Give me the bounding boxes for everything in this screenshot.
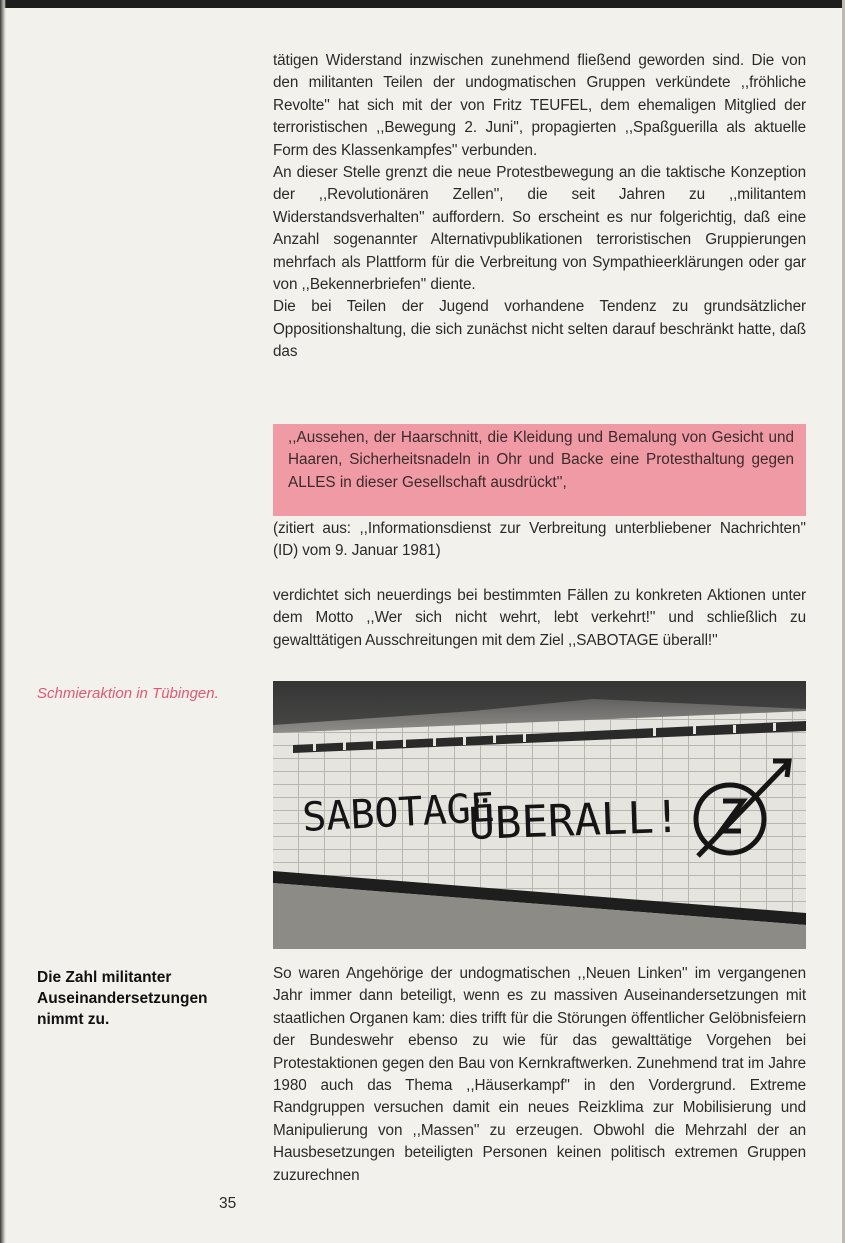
figure-caption: Schmieraktion in Tübingen. [37, 685, 219, 702]
sidebar-heading: Die Zahl militanter Auseinandersetzungen nimmt zu. [37, 969, 208, 1028]
top-rule [0, 0, 845, 8]
graffiti-word-left: SABOTAGE [301, 784, 496, 841]
page-number: 35 [219, 1195, 237, 1212]
graffiti-photo [273, 681, 806, 949]
paragraph: tätigen Widerstand inzwischen zunehmend fließend geworden sind. Die von den militanten Teilen der undogmatischen Gruppen verkündete ,,fröhliche Revolte'' hat sich mit der von Fritz TEUFEL, dem ehemaligen Mitglied der terroristischen ,,Bewegung 2. Juni'', propagierten ,,Spaßguerilla als aktuelle Form des Klassenkampfes'' verbunden. [273, 52, 806, 159]
page-edge-shadow [0, 0, 6, 1243]
body-text-bottom: So waren Angehörige der undogmatischen ,,Neuen Linken'' im vergangenen Jahr immer dann beteiligt, wenn es zu massiven Auseinandersetzungen mit staatlichen Organen kam: dies trifft für die Störungen öffentlicher Gelöbnisfeiern der Bundeswehr ebenso zu wie für das gewalttätige Vorgehen bei Protestaktionen gegen den Bau von Kernkraftwerken. Zunehmend trat im Jahre 1980 auch das Thema ,,Häuserkampf'' in den Vordergrund. Extreme Randgruppen versuchen damit ein neues Reizklima zur Mobilisierung und Manipulierung von ,,Massen'' zu erzeugen. Obwohl die Mehrzahl der an Hausbesetzungen beteiligten Personen keinen politisch extremen Gruppen zuzurechnen [273, 965, 806, 1184]
quote-citation: (zitiert aus: ,,Informationsdienst zur Verbreitung unterbliebener Nachrichten'' (ID) vom 9. Januar 1981) [273, 520, 806, 560]
paragraph: An dieser Stelle grenzt die neue Protestbewegung an die taktische Konzeption der ,,Revolutionären Zellen'', die seit Jahren zu ,,militantem Widerstandsverhalten'' auffordern. So erscheint es nur folgerichtig, daß eine Anzahl sogenannter Alternativpublikationen terroristischen Gruppierungen mehrfach als Plattform für die Verbreitung von Sympathieerklärungen oder gar von ,,Bekennerbriefen'' diente. [273, 164, 806, 294]
body-text-top [273, 50, 806, 364]
quote-text: ,,Aussehen, der Haarschnitt, die Kleidung und Bemalung von Gesicht und Haaren, Sicherheitsnadeln in Ohr und Backe eine Protesthaltung gegen ALLES in dieser Gesellschaft ausdrückt'', [288, 429, 794, 491]
body-text-middle: verdichtet sich neuerdings bei bestimmten Fällen zu konkreten Aktionen unter dem Motto ,,Wer sich nicht wehrt, lebt verkehrt!'' und schließlich zu gewalttätigen Ausschreitungen mit dem Ziel ,,SABOTAGE überall!'' [273, 587, 806, 649]
graffiti-photo-image [273, 681, 806, 949]
paragraph: Die bei Teilen der Jugend vorhandene Tendenz zu grundsätzlicher Oppositionshaltung, die sich zunächst nicht selten darauf beschränkt hatte, daß das [273, 298, 806, 361]
graffiti-word-right: ÜBERALL! [467, 791, 682, 850]
